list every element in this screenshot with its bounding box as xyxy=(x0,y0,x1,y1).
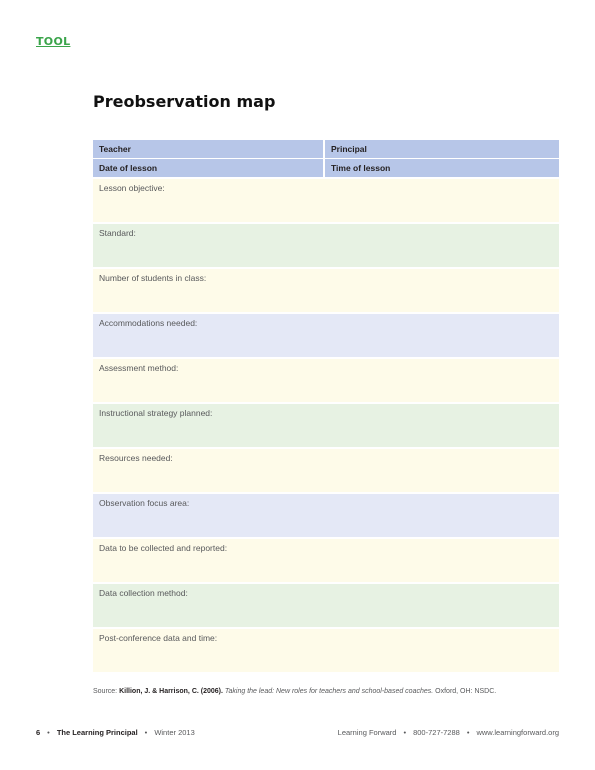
field-label: Post-conference data and time: xyxy=(99,633,218,643)
source-authors: Killion, J. & Harrison, C. (2006). xyxy=(119,688,223,695)
time-of-lesson-header-cell: Time of lesson xyxy=(325,159,559,177)
field-row-data-to-be-collected xyxy=(93,539,559,582)
field-label: Lesson objective: xyxy=(99,183,165,193)
field-label: Observation focus area: xyxy=(99,498,190,508)
source-title: Taking the lead: New roles for teachers and school-based coaches. xyxy=(224,688,434,695)
field-row-assessment-method xyxy=(93,359,559,402)
field-row-standard xyxy=(93,224,559,267)
field-label: Assessment method: xyxy=(99,363,179,373)
source-prefix: Source: xyxy=(93,688,120,695)
field-label: Resources needed: xyxy=(99,453,173,463)
field-label: Data to be collected and reported: xyxy=(99,543,228,553)
website-link[interactable]: www.learningforward.org xyxy=(476,728,559,737)
publication-name: The Learning Principal xyxy=(56,728,138,737)
issue-date: Winter 2013 xyxy=(154,728,195,737)
page-number: 6 xyxy=(36,728,41,737)
teacher-header-cell: Teacher xyxy=(93,140,323,158)
principal-header-cell: Principal xyxy=(325,140,559,158)
source-citation xyxy=(93,688,496,695)
footer-separator: • xyxy=(47,728,50,737)
phone-number: 800-727-7288 xyxy=(413,728,460,737)
field-row-accommodations xyxy=(93,314,559,357)
field-row-resources-needed xyxy=(93,449,559,492)
field-label: Data collection method: xyxy=(99,588,188,598)
field-row-observation-focus xyxy=(93,494,559,537)
header-row-date-time xyxy=(93,159,559,177)
field-label: Instructional strategy planned: xyxy=(99,408,213,418)
header-row-teacher-principal xyxy=(93,140,559,158)
field-label: Number of students in class: xyxy=(99,273,207,283)
tool-tag: TOOL xyxy=(36,35,71,48)
footer-right xyxy=(338,728,559,737)
field-row-post-conference xyxy=(93,629,559,672)
footer-separator: • xyxy=(466,728,470,737)
page-title: Preobservation map xyxy=(93,92,276,111)
footer-separator: • xyxy=(403,728,407,737)
source-publisher: Oxford, OH: NSDC. xyxy=(435,688,497,695)
field-row-instructional-strategy xyxy=(93,404,559,447)
footer-left xyxy=(36,728,195,737)
page-footer xyxy=(36,728,559,738)
field-label: Standard: xyxy=(99,228,136,238)
field-label: Accommodations needed: xyxy=(99,318,198,328)
field-row-number-of-students xyxy=(93,269,559,312)
field-row-lesson-objective xyxy=(93,179,559,222)
field-row-data-collection-method xyxy=(93,584,559,627)
preobservation-form-table xyxy=(93,140,559,672)
footer-separator: • xyxy=(144,728,148,737)
organization-name: Learning Forward xyxy=(337,728,397,737)
date-of-lesson-header-cell: Date of lesson xyxy=(93,159,323,177)
